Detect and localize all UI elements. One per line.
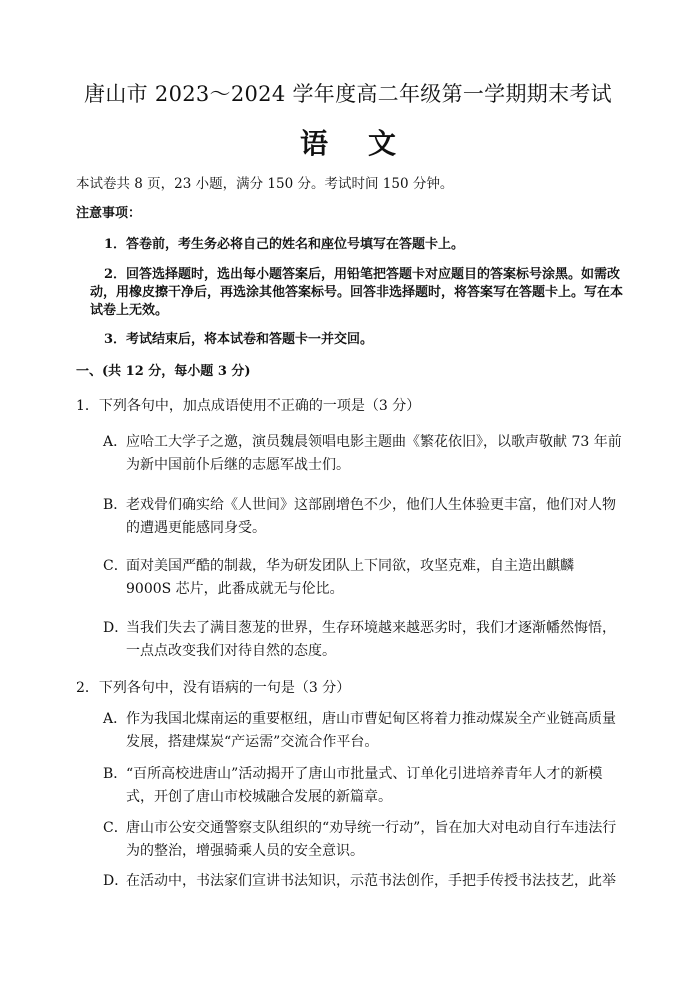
option-2a bbox=[103, 708, 623, 754]
section-heading: 一、(共 12 分，每小题 3 分) bbox=[76, 364, 251, 379]
notice-item-2: 2．回答选择题时，选出每小题答案后，用铅笔把答题卡对应题目的答案标号涂黑。如需改动，用橡皮擦干净后，再选涂其他答案标号。回答非选择题时，将答案写在答题卡上。写在本试卷上无效。 bbox=[90, 267, 624, 318]
subject-title: 语文 bbox=[299, 127, 436, 160]
question-stem-2: 2．下列各句中，没有语病的一句是（3 分） bbox=[76, 680, 351, 696]
option-label: A． bbox=[103, 711, 128, 727]
option-1d bbox=[103, 617, 623, 663]
option-label: D． bbox=[103, 620, 129, 636]
option-text: 当我们失去了满目葱茏的世界，生存环境越来越恶劣时，我们才逐渐幡然悔悟，一点点改变我们对待自然的态度。 bbox=[126, 620, 616, 659]
option-label: A． bbox=[103, 434, 128, 450]
option-text: 作为我国北煤南运的重要枢纽，唐山市曹妃甸区将着力推动煤炭全产业链高质量发展，搭建煤炭“产运需”交流合作平台。 bbox=[126, 711, 616, 750]
exam-intro: 本试卷共 8 页，23 小题，满分 150 分。考试时间 150 分钟。 bbox=[76, 176, 454, 192]
option-text: 唐山市公安交通警察支队组织的“劝导统一行动”，旨在加大对电动自行车违法行为的整治，增强骑乘人员的安全意识。 bbox=[126, 820, 617, 859]
option-2c bbox=[103, 817, 623, 863]
option-1c bbox=[103, 555, 623, 601]
option-label: C． bbox=[103, 558, 128, 574]
question-stem-1: 1．下列各句中，加点成语使用不正确的一项是（3 分） bbox=[76, 398, 421, 414]
notice-item-1: 1．答卷前，考生务必将自己的姓名和座位号填写在答题卡上。 bbox=[104, 237, 465, 252]
option-label: C． bbox=[103, 820, 128, 836]
option-text: 在活动中，书法家们宣讲书法知识，示范书法创作，手把手传授书法技艺，此举 bbox=[126, 873, 616, 889]
option-1a bbox=[103, 431, 623, 477]
notice-heading: 注意事项： bbox=[76, 206, 142, 221]
exam-title: 唐山市 2023～2024 学年度高二年级第一学期期末考试 bbox=[84, 82, 612, 106]
option-label: B． bbox=[103, 497, 128, 513]
option-2b bbox=[103, 763, 623, 809]
option-label: D． bbox=[103, 873, 129, 889]
option-text: “百所高校进唐山”活动揭开了唐山市批量式、订单化引进培养青年人才的新模式，开创了唐山市校城融合发展的新篇章。 bbox=[126, 766, 603, 805]
option-label: B． bbox=[103, 766, 128, 782]
option-text: 面对美国严酷的制裁，华为研发团队上下同欲，攻坚克难，自主造出麒麟 9000S 芯片，此番成就无与伦比。 bbox=[126, 558, 574, 597]
option-text: 应哈工大学子之邀，演员魏晨领唱电影主题曲《繁花依旧》，以歌声敬献 73 年前为新中国前仆后继的志愿军战士们。 bbox=[126, 434, 622, 473]
notice-item-3: 3．考试结束后，将本试卷和答题卡一并交回。 bbox=[104, 332, 374, 347]
option-2d bbox=[103, 870, 623, 893]
option-text: 老戏骨们确实给《人世间》这部剧增色不少，他们人生体验更丰富，他们对人物的遭遇更能感同身受。 bbox=[126, 497, 616, 536]
option-1b bbox=[103, 494, 623, 540]
